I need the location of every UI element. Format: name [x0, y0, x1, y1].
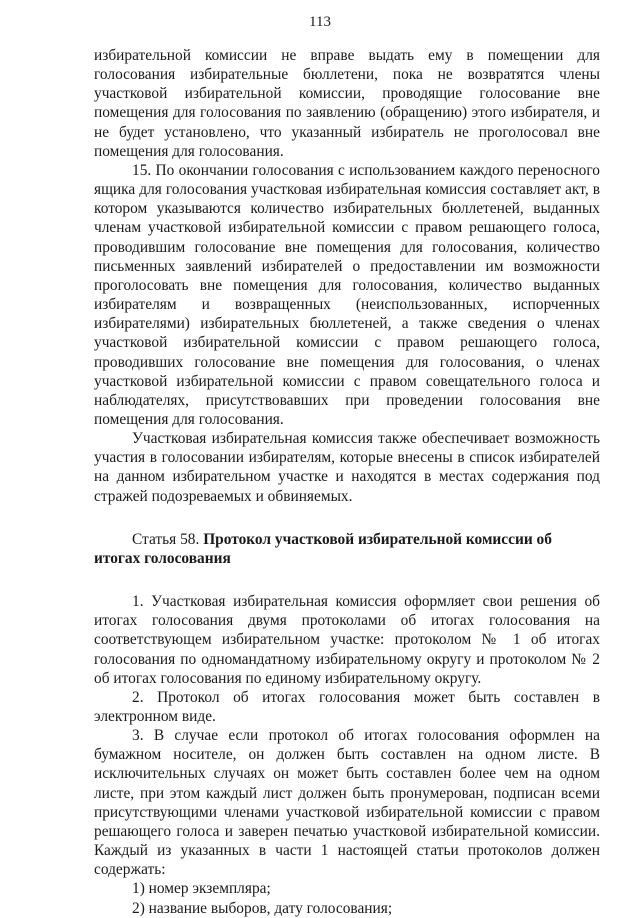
article-title: Протокол участковой избирательной комиссии об итогах голосования [94, 530, 552, 567]
document-body [94, 46, 600, 918]
paragraph-continuation: избирательной комиссии не вправе выдать ему в помещении для голосования избирательные бюллетени, пока не возвратятся члены участковой избирательной комиссии, проводящие голосование вне помещения для голосования по заявлению (обращению) этого избирателя, и не будет установлено, что указанный избиратель не проголосовал вне помещения для голосования. [94, 47, 600, 160]
article-paragraph-3: 3. В случае если протокол об итогах голосования оформлен на бумажном носителе, он должен быть составлен на одном листе. В исключительных случаях он может быть составлен более чем на одном листе, при этом каждый лист должен быть пронумерован, подписан всеми присутствующими членами участковой избирательной комиссии с правом решающего голоса и заверен печатью участковой избирательной комиссии. Каждый из указанных в части 1 настоящей статьи протоколов должен содержать: [94, 727, 600, 879]
article-label: Статья 58. [132, 530, 200, 548]
list-item-election-name: 2) название выборов, дату голосования; [132, 899, 393, 917]
article-paragraph-1: 1. Участковая избирательная комиссия оформляет свои решения об итогах голосования двумя протоколами об итогах голосования на соответствующем избирательном участке: протоколом № 1 об итогах голосования по одномандатному избирательному округу и протоколом № 2 об итогах голосования по единому избирательному округу. [94, 593, 600, 687]
page-number: 113 [309, 14, 331, 30]
paragraph-detention-voting: Участковая избирательная комиссия также обеспечивает возможность участия в голосовании избирателям, которые внесены в список избирателей на данном избирательном участке и находятся в местах содержания под стражей подозреваемых и обвиняемых. [94, 430, 600, 505]
article-heading [94, 530, 600, 568]
paragraph-15: 15. По окончании голосования с использованием каждого переносного ящика для голосования участковая избирательная комиссия составляет акт, в котором указываются количество избирательных бюллетеней, выданных членам участковой избирательной комиссии с правом решающего голоса, проводившим голосование вне помещения для голосования, количество письменных заявлений избирателей о предоставлении им возможности проголосовать вне помещения для голосования, количество выданных избирателям и возвращенных (неиспользованных, испорченных избирателями) избирательных бюллетеней, а также сведения о членах участковой избирательной комиссии с правом решающего голоса, проводивших голосование вне помещения для голосования, о членах участковой избирательной комиссии с правом совещательного голоса и наблюдателях, присутствовавших при проведении голосования вне помещения для голосования. [94, 161, 600, 428]
article-paragraph-2: 2. Протокол об итогах голосования может быть составлен в электронном виде. [94, 688, 600, 725]
list-item-copy-number: 1) номер экземпляра; [132, 880, 271, 898]
